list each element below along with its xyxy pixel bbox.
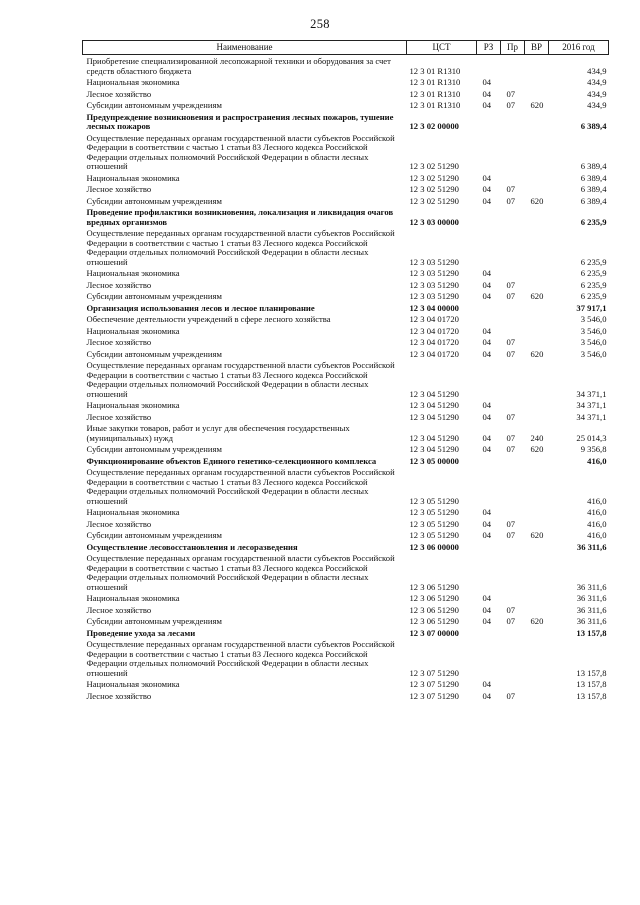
row-sum: 416,0	[587, 530, 607, 540]
row-vr	[525, 313, 549, 325]
row-vr	[525, 455, 549, 467]
table-row	[83, 678, 609, 690]
row-sum: 6 389,4	[580, 172, 607, 183]
row-cst: 12 3 04 51290	[409, 400, 459, 410]
row-pr	[501, 325, 525, 337]
row-rz: 04	[482, 268, 492, 278]
row-vr	[525, 76, 549, 88]
row-sum: 13 157,8	[576, 667, 607, 678]
row-sum: 3 546,0	[580, 348, 607, 359]
table-row	[83, 615, 609, 627]
row-cst: 12 3 03 00000	[409, 216, 459, 227]
row-name: Национальная экономика	[86, 679, 180, 689]
row-rz: 04	[482, 325, 492, 336]
row-name: Национальная экономика	[86, 507, 180, 517]
row-sum: 6 235,9	[580, 256, 607, 267]
row-vr	[525, 172, 549, 184]
row-name: Субсидии автономным учреждениям	[86, 195, 222, 206]
row-rz: 04	[482, 444, 492, 454]
table-row	[83, 604, 609, 616]
row-sum: 3 546,0	[580, 325, 607, 336]
row-vr	[525, 302, 549, 314]
row-vr	[525, 466, 549, 506]
row-rz: 04	[482, 337, 492, 347]
row-vr	[525, 604, 549, 616]
row-sum: 36 311,6	[576, 593, 607, 603]
row-cst: 12 3 06 51290	[409, 604, 459, 615]
row-name: Лесное хозяйство	[86, 337, 152, 347]
row-rz	[477, 313, 501, 325]
row-sum: 6 235,9	[580, 279, 607, 290]
row-pr: 07	[506, 690, 516, 701]
row-cst: 12 3 02 51290	[409, 184, 459, 194]
row-vr	[525, 541, 549, 553]
row-pr: 07	[506, 195, 516, 206]
row-pr	[501, 302, 525, 314]
row-vr: 620	[530, 195, 544, 206]
row-pr	[501, 455, 525, 467]
row-sum: 13 157,8	[576, 679, 607, 689]
row-cst: 12 3 04 51290	[409, 388, 459, 399]
row-rz: 04	[482, 184, 492, 194]
row-name: Лесное хозяйство	[86, 690, 152, 701]
row-name: Субсидии автономным учреждениям	[86, 348, 222, 359]
row-vr	[525, 227, 549, 267]
row-cst: 12 3 04 51290	[409, 444, 459, 454]
row-pr: 07	[506, 100, 516, 110]
table-row	[83, 279, 609, 291]
row-pr	[501, 206, 525, 227]
row-sum: 37 917,1	[576, 302, 607, 313]
row-cst: 12 3 03 51290	[409, 279, 459, 290]
table-row	[83, 552, 609, 592]
row-cst: 12 3 04 01720	[409, 314, 459, 324]
row-vr	[525, 592, 549, 604]
row-sum: 36 311,6	[576, 604, 607, 615]
row-pr	[501, 267, 525, 279]
table-row	[83, 466, 609, 506]
row-sum: 434,9	[587, 100, 607, 110]
table-row	[83, 55, 609, 77]
row-sum: 36 311,6	[576, 541, 607, 552]
row-cst: 12 3 01 R1310	[409, 77, 461, 87]
row-rz: 04	[482, 604, 492, 615]
row-cst: 12 3 02 00000	[409, 121, 459, 131]
row-cst: 12 3 04 01720	[409, 337, 459, 347]
row-cst: 12 3 07 00000	[409, 627, 459, 638]
table-row	[83, 518, 609, 530]
row-cst: 12 3 02 51290	[409, 172, 459, 183]
row-sum: 34 371,1	[576, 400, 607, 410]
header-row	[83, 41, 609, 55]
table-row	[83, 529, 609, 541]
row-name: Субсидии автономным учреждениям	[86, 530, 222, 540]
row-pr	[501, 359, 525, 399]
row-sum: 36 311,6	[576, 581, 607, 592]
row-pr: 07	[506, 88, 516, 99]
row-rz	[477, 227, 501, 267]
table-body	[83, 55, 609, 702]
row-cst: 12 3 05 00000	[409, 455, 459, 466]
row-rz	[477, 359, 501, 399]
page-number: 258	[310, 17, 330, 31]
row-name: Осуществление переданных органам государственной власти субъектов Российской Федерации в соответствии с частью 1 статьи 83 Лесного кодекса Российской Федерации отдельных полномочий Российской Федерации в области лесных отношений	[86, 228, 395, 267]
row-rz: 04	[482, 348, 492, 359]
row-pr	[501, 55, 525, 77]
row-pr	[501, 552, 525, 592]
table-row	[83, 88, 609, 100]
row-name: Лесное хозяйство	[86, 604, 152, 615]
row-rz: 04	[482, 291, 492, 301]
row-name: Национальная экономика	[86, 325, 180, 336]
row-name: Функционирование объектов Единого генетико-селекционного комплекса	[86, 455, 377, 466]
row-cst: 12 3 03 51290	[409, 291, 459, 301]
row-cst: 12 3 05 51290	[409, 507, 459, 517]
row-rz	[477, 132, 501, 172]
row-pr	[501, 592, 525, 604]
table-header	[83, 41, 609, 55]
row-sum: 416,0	[587, 518, 607, 529]
row-rz: 04	[482, 530, 492, 540]
row-rz: 04	[482, 172, 492, 183]
row-pr: 07	[506, 432, 516, 443]
table-row	[83, 172, 609, 184]
row-rz: 04	[482, 518, 492, 529]
table-row	[83, 195, 609, 207]
row-rz	[477, 552, 501, 592]
row-pr: 07	[506, 530, 516, 540]
row-pr	[501, 466, 525, 506]
row-vr	[525, 411, 549, 423]
row-sum: 6 389,4	[580, 161, 607, 171]
row-cst: 12 3 03 51290	[409, 268, 459, 278]
row-rz	[477, 466, 501, 506]
row-rz	[477, 206, 501, 227]
row-name: Субсидии автономным учреждениям	[86, 616, 222, 626]
row-pr	[501, 76, 525, 88]
row-sum: 434,9	[587, 77, 607, 87]
row-cst: 12 3 01 R1310	[409, 100, 461, 110]
row-cst: 12 3 04 00000	[409, 302, 459, 313]
row-cst: 12 3 02 51290	[409, 161, 459, 171]
budget-table	[82, 40, 609, 701]
row-rz: 04	[482, 593, 492, 603]
table-row	[83, 411, 609, 423]
row-sum: 13 157,8	[576, 627, 607, 638]
row-sum: 6 389,4	[580, 195, 607, 206]
table-row	[83, 506, 609, 518]
row-pr: 07	[506, 279, 516, 290]
row-name: Субсидии автономным учреждениям	[86, 100, 222, 110]
row-name: Лесное хозяйство	[86, 518, 152, 529]
row-rz: 04	[482, 279, 492, 290]
row-rz	[477, 627, 501, 639]
row-rz	[477, 111, 501, 132]
row-vr: 620	[530, 291, 544, 301]
table-row	[83, 638, 609, 678]
table-row	[83, 267, 609, 279]
row-name: Приобретение специализированной лесопожарной техники и оборудования за счет средств областного бюджета	[86, 56, 391, 76]
row-pr: 07	[506, 291, 516, 301]
table-row	[83, 541, 609, 553]
row-name: Организация использования лесов и лесное планирование	[86, 302, 315, 313]
row-cst: 12 3 07 51290	[409, 679, 459, 689]
row-rz	[477, 55, 501, 77]
row-sum: 34 371,1	[576, 411, 607, 422]
row-name: Национальная экономика	[86, 593, 180, 603]
row-name: Лесное хозяйство	[86, 184, 152, 194]
row-vr: 620	[530, 530, 544, 540]
row-sum: 13 157,8	[576, 690, 607, 701]
row-rz: 04	[482, 411, 492, 422]
row-pr: 07	[506, 337, 516, 347]
row-name: Осуществление переданных органам государственной власти субъектов Российской Федерации в соответствии с частью 1 статьи 83 Лесного кодекса Российской Федерации отдельных полномочий Российской Федерации в области лесных отношений	[86, 467, 395, 506]
row-vr	[525, 638, 549, 678]
row-pr: 07	[506, 348, 516, 359]
table-row	[83, 348, 609, 360]
header-vr: ВР	[525, 41, 549, 55]
row-cst: 12 3 05 51290	[409, 495, 459, 506]
header-cst: ЦСТ	[407, 41, 477, 55]
row-pr	[501, 541, 525, 553]
row-cst: 12 3 06 51290	[409, 616, 459, 626]
row-cst: 12 3 04 01720	[409, 348, 459, 359]
row-sum: 34 371,1	[576, 388, 607, 399]
row-pr: 07	[506, 616, 516, 626]
row-vr: 620	[530, 616, 544, 626]
row-name: Осуществление переданных органам государственной власти субъектов Российской Федерации в соответствии с частью 1 статьи 83 Лесного кодекса Российской Федерации отдельных полномочий Российской Федерации в области лесных отношений	[86, 553, 395, 592]
row-rz: 04	[482, 616, 492, 626]
row-sum: 434,9	[587, 88, 607, 99]
row-name: Иные закупки товаров, работ и услуг для обеспечения государственных (муниципальных) нужд	[86, 423, 350, 443]
table-row	[83, 227, 609, 267]
table-row	[83, 183, 609, 195]
table-row	[83, 455, 609, 467]
table-row	[83, 592, 609, 604]
row-vr	[525, 267, 549, 279]
row-vr	[525, 111, 549, 132]
row-name: Лесное хозяйство	[86, 88, 152, 99]
row-cst: 12 3 04 51290	[409, 432, 459, 443]
table-row	[83, 399, 609, 411]
row-pr: 07	[506, 411, 516, 422]
row-rz: 04	[482, 432, 492, 443]
row-pr	[501, 313, 525, 325]
row-rz	[477, 455, 501, 467]
row-cst: 12 3 05 51290	[409, 530, 459, 540]
row-name: Лесное хозяйство	[86, 411, 152, 422]
row-sum: 3 546,0	[580, 314, 607, 324]
row-vr	[525, 399, 549, 411]
row-sum: 6 389,4	[580, 121, 607, 131]
row-sum: 25 014,3	[576, 432, 607, 443]
row-cst: 12 3 07 51290	[409, 690, 459, 701]
row-rz	[477, 638, 501, 678]
row-vr	[525, 325, 549, 337]
row-pr: 07	[506, 184, 516, 194]
row-vr	[525, 690, 549, 702]
row-sum: 36 311,6	[576, 616, 607, 626]
row-pr: 07	[506, 604, 516, 615]
row-pr	[501, 227, 525, 267]
row-name: Обеспечение деятельности учреждений в сфере лесного хозяйства	[86, 314, 331, 324]
row-name: Субсидии автономным учреждениям	[86, 444, 222, 454]
row-pr: 07	[506, 444, 516, 454]
row-sum: 6 235,9	[580, 291, 607, 301]
row-rz: 04	[482, 400, 492, 410]
row-vr	[525, 336, 549, 348]
row-rz: 04	[482, 195, 492, 206]
row-name: Осуществление переданных органам государственной власти субъектов Российской Федерации в соответствии с частью 1 статьи 83 Лесного кодекса Российской Федерации отдельных полномочий Российской Федерации в области лесных отношений	[86, 360, 395, 399]
row-vr: 620	[530, 348, 544, 359]
row-pr	[501, 638, 525, 678]
row-vr	[525, 132, 549, 172]
row-name: Национальная экономика	[86, 172, 180, 183]
table-row	[83, 336, 609, 348]
row-name: Осуществление лесовосстановления и лесоразведения	[86, 541, 298, 552]
row-pr	[501, 132, 525, 172]
row-sum: 6 389,4	[580, 184, 607, 194]
row-rz: 04	[482, 690, 492, 701]
row-vr	[525, 518, 549, 530]
table-row	[83, 313, 609, 325]
row-vr	[525, 506, 549, 518]
row-name: Национальная экономика	[86, 268, 180, 278]
header-rz: РЗ	[477, 41, 501, 55]
table-row	[83, 111, 609, 132]
row-cst: 12 3 03 51290	[409, 256, 459, 267]
row-sum: 434,9	[587, 65, 607, 76]
row-name: Проведение профилактики возникновения, локализация и ликвидация очагов вредных организмов	[86, 207, 394, 227]
row-pr	[501, 111, 525, 132]
row-vr	[525, 279, 549, 291]
row-name: Национальная экономика	[86, 400, 180, 410]
row-sum: 6 235,9	[580, 268, 607, 278]
row-sum: 6 235,9	[580, 216, 607, 227]
row-rz	[477, 302, 501, 314]
row-cst: 12 3 05 51290	[409, 518, 459, 529]
row-name: Предупреждение возникновения и распространения лесных пожаров, тушение лесных пожаров	[86, 111, 394, 131]
table-row	[83, 132, 609, 172]
row-sum: 3 546,0	[580, 337, 607, 347]
row-cst: 12 3 02 51290	[409, 195, 459, 206]
table-row	[83, 290, 609, 302]
row-vr	[525, 206, 549, 227]
table-row	[83, 325, 609, 337]
row-rz: 04	[482, 507, 492, 517]
row-sum: 9 356,8	[580, 444, 607, 454]
row-pr	[501, 172, 525, 184]
row-pr	[501, 627, 525, 639]
row-rz: 04	[482, 88, 492, 99]
row-rz: 04	[482, 679, 492, 689]
row-name: Осуществление переданных органам государственной власти субъектов Российской Федерации в соответствии с частью 1 статьи 83 Лесного кодекса Российской Федерации отдельных полномочий Российской Федерации в области лесных отношений	[86, 132, 395, 171]
row-name: Проведение ухода за лесами	[86, 627, 196, 638]
row-name: Субсидии автономным учреждениям	[86, 291, 222, 301]
row-sum: 416,0	[587, 507, 607, 517]
row-cst: 12 3 07 51290	[409, 667, 459, 678]
row-cst: 12 3 06 00000	[409, 541, 459, 552]
table-row	[83, 76, 609, 88]
row-cst: 12 3 04 51290	[409, 411, 459, 422]
table-row	[83, 206, 609, 227]
table-row	[83, 690, 609, 702]
row-vr	[525, 627, 549, 639]
row-cst: 12 3 06 51290	[409, 581, 459, 592]
row-rz: 04	[482, 100, 492, 110]
row-rz	[477, 541, 501, 553]
row-vr	[525, 183, 549, 195]
row-vr: 620	[530, 100, 544, 110]
row-pr	[501, 399, 525, 411]
header-sum: 2016 год	[549, 41, 609, 55]
row-name: Национальная экономика	[86, 77, 180, 87]
row-cst: 12 3 04 01720	[409, 325, 459, 336]
row-vr: 620	[530, 444, 544, 454]
row-name: Лесное хозяйство	[86, 279, 152, 290]
table-row	[83, 302, 609, 314]
table-row	[83, 359, 609, 399]
row-vr	[525, 55, 549, 77]
header-name: Наименование	[83, 41, 407, 55]
row-name: Осуществление переданных органам государственной власти субъектов Российской Федерации в соответствии с частью 1 статьи 83 Лесного кодекса Российской Федерации отдельных полномочий Российской Федерации в области лесных отношений	[86, 639, 395, 678]
row-pr	[501, 678, 525, 690]
row-vr	[525, 88, 549, 100]
row-cst: 12 3 01 R1310	[409, 65, 461, 76]
row-vr	[525, 678, 549, 690]
row-pr: 07	[506, 518, 516, 529]
row-sum: 416,0	[587, 495, 607, 506]
row-vr: 240	[530, 432, 544, 443]
table-row	[83, 443, 609, 455]
row-cst: 12 3 01 R1310	[409, 88, 461, 99]
row-pr	[501, 506, 525, 518]
row-sum: 416,0	[587, 455, 607, 466]
row-vr	[525, 359, 549, 399]
row-rz: 04	[482, 77, 492, 87]
row-vr	[525, 552, 549, 592]
header-pr: Пр	[501, 41, 525, 55]
table-row	[83, 99, 609, 111]
table-row	[83, 422, 609, 443]
row-cst: 12 3 06 51290	[409, 593, 459, 603]
table-row	[83, 627, 609, 639]
